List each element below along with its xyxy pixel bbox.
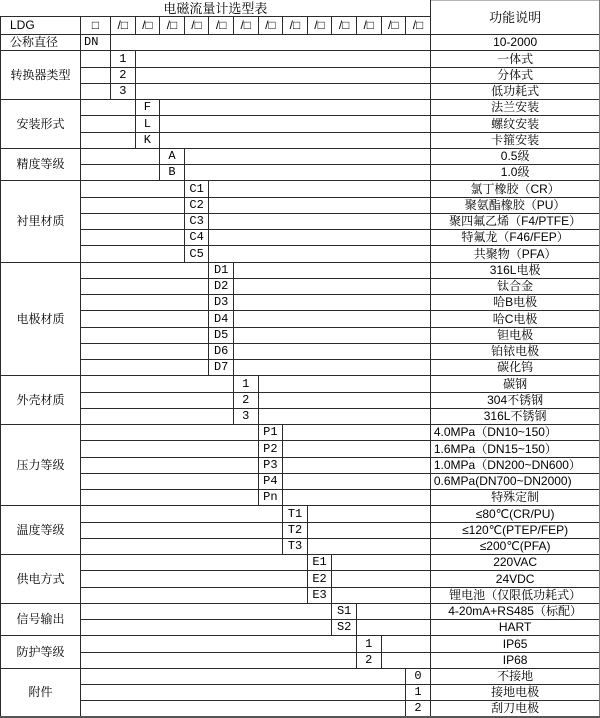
- empty-span: [81, 506, 283, 522]
- empty-span: [81, 311, 209, 327]
- category-label: 外壳材质: [1, 376, 81, 425]
- option-code: S1: [332, 603, 357, 619]
- code-slot: /□: [111, 17, 136, 35]
- option-desc: 316L不锈钢: [430, 408, 600, 424]
- option-desc: 卡箍安装: [430, 132, 600, 148]
- empty-span: [233, 278, 430, 294]
- empty-span: [81, 181, 185, 197]
- option-code: DN: [81, 35, 111, 51]
- option-code: C2: [184, 197, 209, 213]
- empty-span: [233, 295, 430, 311]
- empty-span: [81, 457, 259, 473]
- empty-span: [332, 587, 431, 603]
- option-desc: 铂铱电极: [430, 343, 600, 359]
- option-code: 3: [111, 83, 136, 99]
- empty-span: [356, 603, 430, 619]
- code-slot: /□: [332, 17, 357, 35]
- option-code: D1: [209, 262, 234, 278]
- option-code: L: [135, 116, 160, 132]
- option-code: D3: [209, 295, 234, 311]
- code-slot: /□: [209, 17, 234, 35]
- desc-column-header: 功能说明: [430, 1, 600, 35]
- empty-span: [283, 473, 431, 489]
- option-code: C4: [184, 230, 209, 246]
- option-desc: 316L电极: [430, 262, 600, 278]
- option-code: 2: [406, 701, 431, 717]
- empty-span: [307, 538, 430, 554]
- option-desc: 10-2000: [430, 35, 600, 51]
- empty-span: [283, 425, 431, 441]
- empty-span: [184, 148, 430, 164]
- code-slot: /□: [307, 17, 332, 35]
- code-box: □: [81, 17, 111, 35]
- option-code: F: [135, 100, 160, 116]
- option-desc: 聚四氟乙烯（F4/PTFE）: [430, 213, 600, 229]
- empty-span: [81, 213, 185, 229]
- empty-span: [81, 587, 308, 603]
- empty-span: [81, 425, 259, 441]
- option-desc: 钽电极: [430, 327, 600, 343]
- empty-span: [81, 376, 234, 392]
- code-slot: /□: [184, 17, 209, 35]
- empty-span: [258, 408, 430, 424]
- empty-span: [381, 652, 430, 668]
- empty-span: [283, 490, 431, 506]
- empty-span: [381, 636, 430, 652]
- option-code: 1: [233, 376, 258, 392]
- empty-span: [209, 197, 430, 213]
- empty-span: [81, 522, 283, 538]
- empty-span: [209, 230, 430, 246]
- empty-span: [135, 51, 430, 67]
- empty-span: [81, 620, 332, 636]
- option-desc: 钛合金: [430, 278, 600, 294]
- option-code: 3: [233, 408, 258, 424]
- option-desc: 1.0MPa（DN200~DN600）: [430, 457, 600, 473]
- category-label: 衬里材质: [1, 181, 81, 262]
- empty-span: [81, 278, 209, 294]
- empty-span: [81, 360, 209, 376]
- option-desc: 螺纹安装: [430, 116, 600, 132]
- option-desc: ≤120℃(PTEP/FEP): [430, 522, 600, 538]
- option-code: C5: [184, 246, 209, 262]
- option-desc: 0.6MPa(DN700~DN2000): [430, 473, 600, 489]
- option-desc: 一体式: [430, 51, 600, 67]
- option-desc: 共聚物（PFA）: [430, 246, 600, 262]
- empty-span: [81, 571, 308, 587]
- empty-span: [258, 376, 430, 392]
- option-desc: 1.6MPa（DN15~150）: [430, 441, 600, 457]
- category-label: 供电方式: [1, 555, 81, 604]
- option-desc: 碳化钨: [430, 360, 600, 376]
- empty-span: [160, 100, 431, 116]
- empty-span: [81, 116, 136, 132]
- empty-span: [307, 506, 430, 522]
- empty-span: [111, 35, 431, 51]
- empty-span: [81, 473, 259, 489]
- empty-span: [81, 636, 357, 652]
- category-label: 防护等级: [1, 636, 81, 669]
- option-code: S2: [332, 620, 357, 636]
- option-code: D7: [209, 360, 234, 376]
- option-code: P3: [258, 457, 283, 473]
- empty-span: [81, 83, 111, 99]
- option-code: D4: [209, 311, 234, 327]
- code-slot: /□: [406, 17, 431, 35]
- code-slot: /□: [258, 17, 283, 35]
- option-code: T2: [283, 522, 308, 538]
- empty-span: [307, 522, 430, 538]
- option-desc: 4.0MPa（DN10~150）: [430, 425, 600, 441]
- empty-span: [209, 213, 430, 229]
- empty-span: [184, 165, 430, 181]
- option-desc: 哈C电极: [430, 311, 600, 327]
- option-code: P2: [258, 441, 283, 457]
- empty-span: [81, 262, 209, 278]
- option-desc: 1.0级: [430, 165, 600, 181]
- empty-span: [81, 392, 234, 408]
- empty-span: [160, 132, 431, 148]
- empty-span: [258, 392, 430, 408]
- empty-span: [160, 116, 431, 132]
- option-code: Pn: [258, 490, 283, 506]
- category-label: 附件: [1, 668, 81, 717]
- code-slot: /□: [135, 17, 160, 35]
- option-code: D5: [209, 327, 234, 343]
- category-label: 安装形式: [1, 100, 81, 149]
- option-code: 2: [233, 392, 258, 408]
- option-desc: ≤80℃(CR/PU): [430, 506, 600, 522]
- empty-span: [81, 51, 111, 67]
- option-code: 1: [356, 636, 381, 652]
- option-desc: 24VDC: [430, 571, 600, 587]
- empty-span: [135, 83, 430, 99]
- empty-span: [81, 490, 259, 506]
- empty-span: [81, 538, 283, 554]
- option-desc: 4-20mA+RS485（标配）: [430, 603, 600, 619]
- option-code: 0: [406, 668, 431, 684]
- option-code: C3: [184, 213, 209, 229]
- option-code: B: [160, 165, 185, 181]
- empty-span: [233, 311, 430, 327]
- option-desc: IP65: [430, 636, 600, 652]
- option-desc: 0.5级: [430, 148, 600, 164]
- empty-span: [233, 327, 430, 343]
- empty-span: [233, 360, 430, 376]
- empty-span: [332, 555, 431, 571]
- empty-span: [81, 230, 185, 246]
- code-slot: /□: [356, 17, 381, 35]
- empty-span: [81, 408, 234, 424]
- option-code: 2: [356, 652, 381, 668]
- option-code: D2: [209, 278, 234, 294]
- option-desc: 哈B电极: [430, 295, 600, 311]
- category-label: 温度等级: [1, 506, 81, 555]
- empty-span: [81, 603, 332, 619]
- code-slot: /□: [283, 17, 308, 35]
- code-slot: /□: [381, 17, 406, 35]
- category-label: 电极材质: [1, 262, 81, 376]
- empty-span: [81, 668, 406, 684]
- empty-span: [332, 571, 431, 587]
- option-desc: 特殊定制: [430, 490, 600, 506]
- empty-span: [81, 327, 209, 343]
- empty-span: [233, 343, 430, 359]
- option-desc: 锂电池（仅限低功耗式）: [430, 587, 600, 603]
- table-title: 电磁流量计选型表: [1, 1, 431, 17]
- option-code: 1: [406, 685, 431, 701]
- option-code: 1: [111, 51, 136, 67]
- empty-span: [356, 620, 430, 636]
- option-desc: 氯丁橡胶（CR）: [430, 181, 600, 197]
- empty-span: [233, 262, 430, 278]
- option-desc: IP68: [430, 652, 600, 668]
- empty-span: [209, 181, 430, 197]
- option-code: P4: [258, 473, 283, 489]
- category-label: 信号输出: [1, 603, 81, 636]
- empty-span: [81, 295, 209, 311]
- option-code: T1: [283, 506, 308, 522]
- option-code: D6: [209, 343, 234, 359]
- option-code: C1: [184, 181, 209, 197]
- empty-span: [283, 457, 431, 473]
- empty-span: [81, 555, 308, 571]
- option-code: T3: [283, 538, 308, 554]
- empty-span: [81, 100, 136, 116]
- empty-span: [81, 685, 406, 701]
- empty-span: [81, 246, 185, 262]
- category-label: 精度等级: [1, 148, 81, 181]
- option-code: P1: [258, 425, 283, 441]
- category-label: 转换器类型: [1, 51, 81, 100]
- option-code: A: [160, 148, 185, 164]
- option-desc: ≤200℃(PFA): [430, 538, 600, 554]
- empty-span: [135, 67, 430, 83]
- code-slot: /□: [160, 17, 185, 35]
- option-desc: 聚氨酯橡胶（PU）: [430, 197, 600, 213]
- option-desc: 304不锈钢: [430, 392, 600, 408]
- option-code: E3: [307, 587, 332, 603]
- empty-span: [209, 246, 430, 262]
- category-label: 公称直径: [1, 35, 81, 51]
- empty-span: [81, 441, 259, 457]
- option-desc: 分体式: [430, 67, 600, 83]
- option-code: E1: [307, 555, 332, 571]
- option-desc: 碳钢: [430, 376, 600, 392]
- empty-span: [81, 148, 160, 164]
- empty-span: [81, 132, 136, 148]
- empty-span: [81, 165, 160, 181]
- code-slot: /□: [233, 17, 258, 35]
- empty-span: [81, 343, 209, 359]
- empty-span: [81, 67, 111, 83]
- empty-span: [81, 701, 406, 717]
- option-desc: 刮刀电极: [430, 701, 600, 717]
- option-desc: 特氟龙（F46/FEP）: [430, 230, 600, 246]
- category-label: 压力等级: [1, 425, 81, 506]
- option-code: E2: [307, 571, 332, 587]
- option-desc: 低功耗式: [430, 83, 600, 99]
- option-desc: HART: [430, 620, 600, 636]
- empty-span: [283, 441, 431, 457]
- empty-span: [81, 652, 357, 668]
- option-code: 2: [111, 67, 136, 83]
- option-desc: 接地电极: [430, 685, 600, 701]
- option-desc: 220VAC: [430, 555, 600, 571]
- option-code: K: [135, 132, 160, 148]
- model-code-prefix: LDG: [1, 17, 81, 35]
- empty-span: [81, 197, 185, 213]
- option-desc: 不接地: [430, 668, 600, 684]
- option-desc: 法兰安装: [430, 100, 600, 116]
